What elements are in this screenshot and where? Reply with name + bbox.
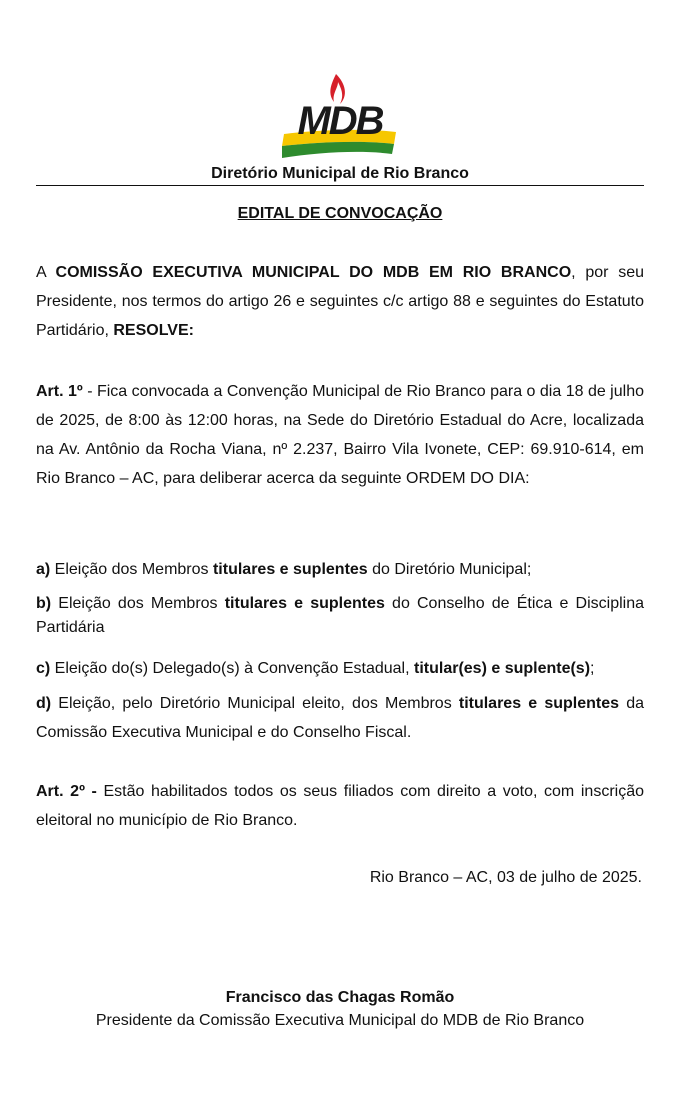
logo-text: MDB <box>297 99 383 143</box>
agenda-item-a-text-2: do Diretório Municipal; <box>367 561 532 578</box>
date-line: Rio Branco – AC, 03 de julho de 2025. <box>369 869 642 886</box>
document-title: EDITAL DE CONVOCAÇÃO <box>237 205 443 222</box>
agenda-item-d-label: d) <box>36 695 52 712</box>
agenda-item-d-bold: titulares e suplentes <box>458 695 620 712</box>
article-2-label: Art. 2º - <box>36 783 97 800</box>
agenda-item-b-text-2: do Conselho de Ética e Disciplina Partidária <box>36 595 644 636</box>
signer-role: Presidente da Comissão Executiva Municipal do MDB de Rio Branco <box>95 1012 585 1029</box>
article-2-text: Estão habilitados todos os seus filiados com direito a voto, com inscrição eleitoral no município de Rio Branco. <box>36 783 645 829</box>
agenda-item-d-text-2: da Comissão Executiva Municipal e do Conselho Fiscal. <box>36 695 644 741</box>
agenda-item-a-text-1: Eleição dos Membros <box>50 561 213 578</box>
article-1-text: - Fica convocada a Convenção Municipal de Rio Branco para o dia 18 de julho de 2025, de 8:00 às 12:00 horas, na Sede do Diretório Estadual do Acre, localizada na Av. Antônio da Rocha Viana, nº 2.237, Bairro Vila Ivonete, CEP: 69.910-614, em Rio Branco – AC, para deliberar acerca da seguinte ORDEM DO DIA: <box>36 383 644 487</box>
intro-paragraph <box>36 258 644 345</box>
agenda-item-a <box>36 555 644 584</box>
intro-resolve: RESOLVE: <box>113 322 194 339</box>
agenda-item-b-label: b) <box>36 595 52 612</box>
header-divider <box>36 185 644 186</box>
article-1-label: Art. 1º <box>36 383 83 400</box>
agenda-item-c-label: c) <box>36 660 51 677</box>
mdb-logo <box>278 72 404 162</box>
agenda-item-d <box>36 689 644 747</box>
intro-commission: COMISSÃO EXECUTIVA MUNICIPAL DO MDB EM RIO BRANCO <box>55 264 572 281</box>
article-1-paragraph <box>36 377 644 493</box>
intro-middle: , por seu Presidente, nos termos do artigo 26 e seguintes c/c artigo 88 e seguintes do Estatuto Partidário, <box>36 264 644 339</box>
agenda-item-a-bold: titulares e suplentes <box>212 561 368 578</box>
agenda-item-c-bold: titular(es) e suplente(s) <box>414 660 591 677</box>
agenda-item-b-bold: titulares e suplentes <box>224 595 385 612</box>
intro-prefix: A <box>36 264 56 281</box>
article-2-paragraph <box>36 777 644 835</box>
agenda-item-d-text-1: Eleição, pelo Diretório Municipal eleito, dos Membros <box>51 695 459 712</box>
agenda-item-c-text-2: ; <box>590 660 595 677</box>
agenda-item-b-text-1: Eleição dos Membros <box>51 595 225 612</box>
agenda-item-b <box>36 592 644 640</box>
agenda-item-c <box>36 654 644 683</box>
agenda-item-a-label: a) <box>36 561 51 578</box>
signer-name: Francisco das Chagas Romão <box>225 989 455 1006</box>
header-title: Diretório Municipal de Rio Branco <box>211 165 469 182</box>
agenda-item-c-text-1: Eleição do(s) Delegado(s) à Convenção Estadual, <box>50 660 414 677</box>
